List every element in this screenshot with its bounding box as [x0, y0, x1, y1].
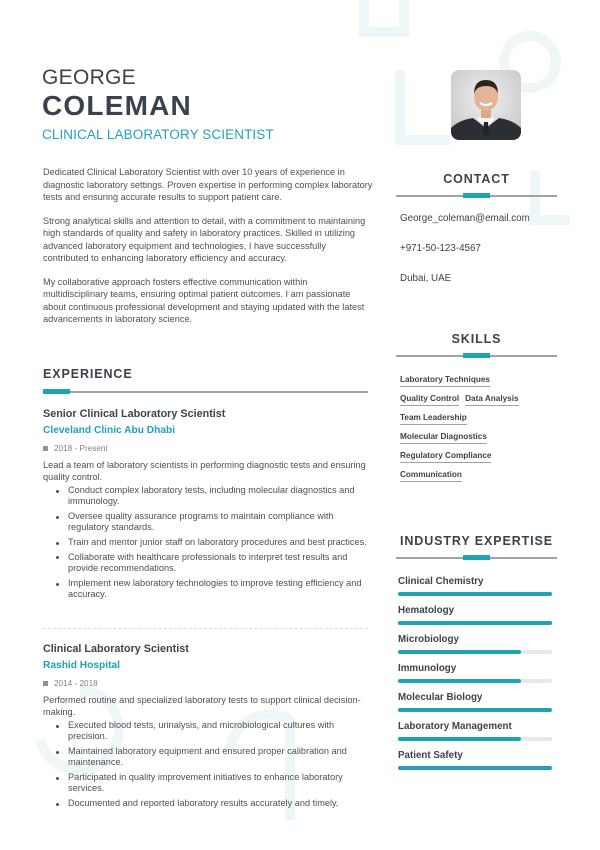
- job-company: Cleveland Clinic Abu Dhabi: [43, 425, 176, 436]
- job-bullet: Conduct complex laboratory tests, including molecular diagnostics and immunology.: [68, 485, 373, 508]
- expertise-bar-fill: [398, 650, 521, 654]
- job-bullet: Executed blood tests, urinalysis, and microbiological cultures with precision.: [68, 720, 373, 743]
- job-bullet: Collaborate with healthcare professionals to interpret test results and provide recommendations.: [68, 552, 373, 575]
- expertise-item: [398, 576, 552, 596]
- job-bullet: Implement new laboratory technologies to improve testing efficiency and accuracy.: [68, 578, 373, 601]
- experience-divider: [43, 391, 368, 393]
- first-name: GEORGE: [42, 66, 136, 89]
- job-bullet: Documented and reported laboratory results accurately and timely.: [68, 798, 373, 809]
- job-bullet: Participated in quality improvement initiatives to enhance laboratory services.: [68, 772, 373, 795]
- skill-tag: Quality Control: [400, 394, 459, 406]
- expertise-bar-fill: [398, 592, 552, 596]
- job-role: Clinical Laboratory Scientist: [43, 643, 189, 655]
- calendar-icon: [43, 681, 48, 686]
- expertise-bar: [398, 766, 552, 770]
- expertise-bar: [398, 679, 552, 683]
- experience-heading: EXPERIENCE: [43, 367, 133, 381]
- summary-paragraph: Dedicated Clinical Laboratory Scientist with over 10 years of experience in diagnostic laboratory settings. Proven expertise in performing complex laboratory tests and ensuring accurate results to support patient care.: [43, 167, 373, 202]
- expertise-bar-fill: [398, 737, 521, 741]
- skill-tag: Molecular Diagnostics: [400, 432, 487, 444]
- expertise-item: [398, 605, 552, 625]
- contact-phone[interactable]: +971-50-123-4567: [400, 243, 481, 254]
- expertise-bar-fill: [398, 679, 521, 683]
- calendar-icon: [43, 446, 48, 451]
- expertise-bar: [398, 650, 552, 654]
- job-bullet: Oversee quality assurance programs to maintain compliance with regulatory standards.: [68, 511, 373, 534]
- skill-tag: Regulatory Compliance: [400, 451, 491, 463]
- expertise-item: [398, 750, 552, 770]
- job-description: Performed routine and specialized laboratory tests to support clinical decision-making.: [43, 695, 361, 717]
- skills-heading: SKILLS: [451, 332, 502, 346]
- expertise-label: Microbiology: [398, 634, 459, 645]
- last-name: COLEMAN: [42, 90, 192, 121]
- expertise-label: Clinical Chemistry: [398, 576, 484, 587]
- expertise-label: Patient Safety: [398, 750, 463, 761]
- expertise-bar: [398, 621, 552, 625]
- summary-paragraph: Strong analytical skills and attention to detail, with a commitment to maintaining high standards of quality and safety in laboratory practices. Skilled in utilizing advanced laboratory equipment and technologies, I have successfully contributed to enhancing laboratory efficiency and accuracy.: [43, 215, 366, 263]
- expertise-label: Hematology: [398, 605, 455, 616]
- expertise-bar-fill: [398, 766, 552, 770]
- skill-tag: Team Leadership: [400, 413, 467, 425]
- skill-tag: Laboratory Techniques: [400, 375, 490, 387]
- skill-tag: Communication: [400, 470, 462, 482]
- job-entry: [43, 643, 373, 813]
- expertise-bar-fill: [398, 708, 552, 712]
- job-dates-text: 2018 - Present: [54, 444, 108, 453]
- expertise-item: [398, 721, 552, 741]
- job-separator: [43, 628, 368, 629]
- expertise-bar-fill: [398, 621, 552, 625]
- job-bullets: [43, 720, 373, 810]
- divider-accent: [43, 389, 70, 394]
- job-bullets: [43, 485, 373, 601]
- job-company: Rashid Hospital: [43, 660, 120, 671]
- job-role: Senior Clinical Laboratory Scientist: [43, 408, 226, 420]
- expertise-item: [398, 634, 552, 654]
- person-portrait-icon: [451, 70, 521, 140]
- expertise-label: Immunology: [398, 663, 457, 674]
- divider-accent: [463, 193, 490, 198]
- job-dates-text: 2014 - 2018: [54, 679, 98, 688]
- expertise-list: [398, 576, 552, 779]
- job-title: CLINICAL LABORATORY SCIENTIST: [42, 127, 274, 142]
- summary-paragraph: My collaborative approach fosters effective communication within multidisciplinary teams, ensuring optimal patient outcomes. I am passionate about continuous professional development and staying updated with the latest advancements in laboratory science.: [43, 276, 365, 324]
- expertise-divider: [396, 557, 557, 559]
- skill-tag: Data Analysis: [465, 394, 518, 406]
- summary: [43, 166, 373, 337]
- job-entry: [43, 408, 373, 604]
- job-bullet: Train and mentor junior staff on laboratory procedures and best practices.: [68, 537, 373, 548]
- skills-divider: [396, 355, 557, 357]
- contact-location: Dubai, UAE: [400, 273, 452, 284]
- contact-email[interactable]: George_coleman@email.com: [400, 213, 530, 224]
- expertise-heading: INDUSTRY EXPERTISE: [399, 534, 554, 548]
- expertise-bar: [398, 708, 552, 712]
- expertise-bar: [398, 592, 552, 596]
- expertise-label: Molecular Biology: [398, 692, 483, 703]
- divider-accent: [463, 353, 490, 358]
- expertise-bar: [398, 737, 552, 741]
- job-dates: [43, 679, 373, 688]
- expertise-item: [398, 663, 552, 683]
- job-bullet: Maintained laboratory equipment and ensured proper calibration and maintenance.: [68, 746, 373, 769]
- expertise-item: [398, 692, 552, 712]
- profile-photo: [451, 70, 521, 140]
- skills-list: [400, 375, 560, 489]
- job-dates: [43, 444, 373, 453]
- divider-accent: [463, 555, 490, 560]
- job-description: Lead a team of laboratory scientists in performing diagnostic tests and ensuring quality control.: [43, 460, 366, 482]
- expertise-label: Laboratory Management: [398, 721, 512, 732]
- contact-heading: CONTACT: [443, 172, 510, 186]
- contact-divider: [396, 195, 557, 197]
